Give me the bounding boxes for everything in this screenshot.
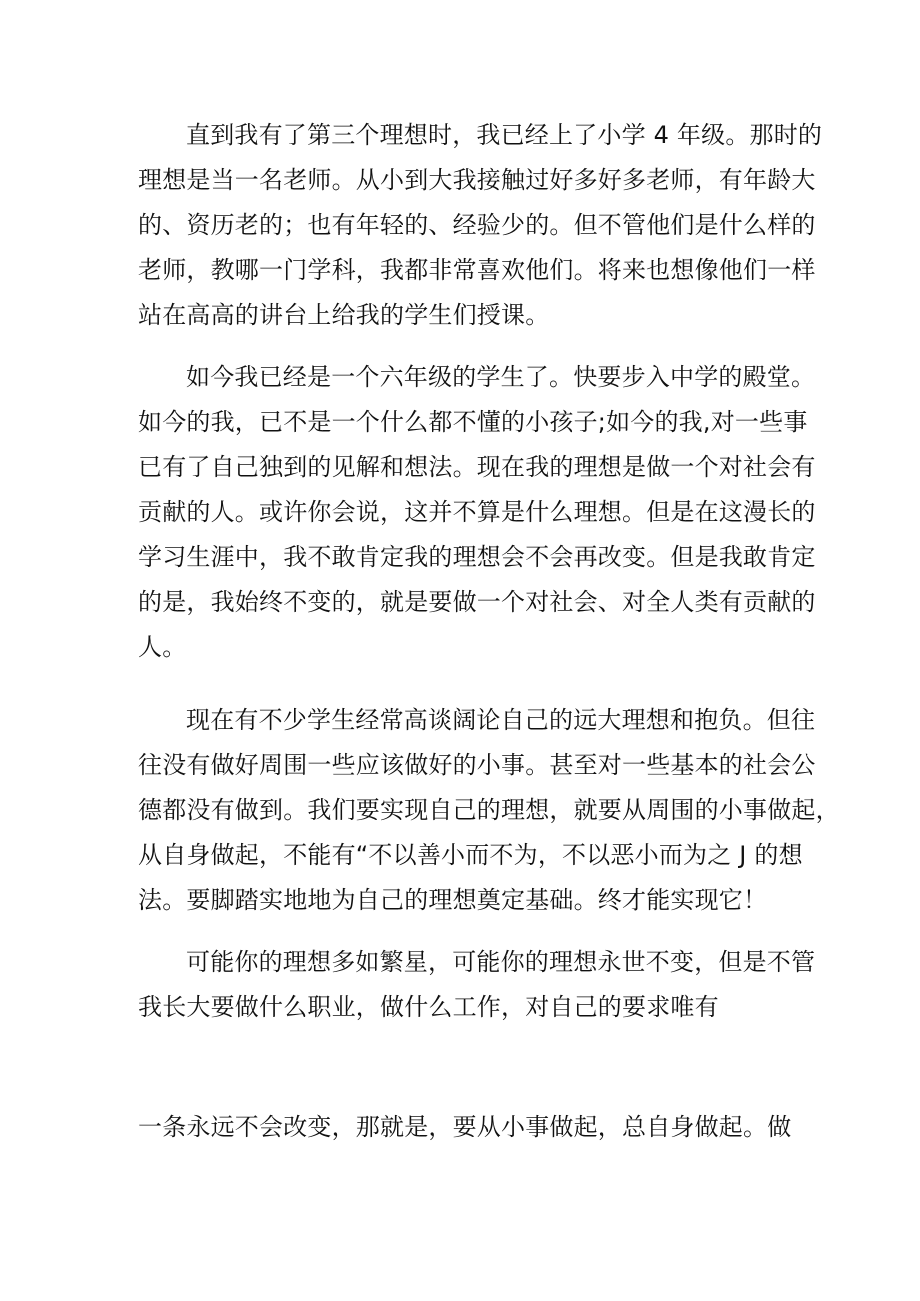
text-line: 法。要脚踏实地地为自己的理想奠定基础。终才能实现它！ xyxy=(138,886,768,914)
text-line: 德都没有做到。我们要实现自己的理想，就要从周围的小事做起， xyxy=(138,796,840,824)
text-line: 往没有做好周围一些应该做好的小事。甚至对一些基本的社会公 xyxy=(138,751,816,779)
text-line: 现在有不少学生经常高谈阔论自己的远大理想和抱负。但往 xyxy=(186,706,816,734)
paragraph-4 xyxy=(138,940,816,1030)
text-line: 一条永远不会改变，那就是，要从小事做起，总自身做起。做 xyxy=(138,1113,792,1141)
text-line: 可能你的理想多如繁星，可能你的理想永世不变，但是不管 xyxy=(186,948,816,976)
paragraph-5 xyxy=(138,1105,798,1150)
text-line: 我长大要做什么职业，做什么工作，对自己的要求唯有 xyxy=(138,993,719,1021)
text-line: 的是，我始终不变的，就是要做一个对社会、对全人类有贡献的 xyxy=(138,588,816,616)
text-line: 从自身做起，不能有“不以善小而不为，不以恶小而为之 J 的想 xyxy=(138,841,803,869)
paragraph-3 xyxy=(138,698,840,923)
text-line: 人。 xyxy=(138,633,187,661)
text-line: 如今的我，已不是一个什么都不懂的小孩子;如今的我,对一些事 xyxy=(138,408,808,436)
text-line: 站在高高的讲台上给我的学生们授课。 xyxy=(138,301,550,329)
text-line: 已有了自己独到的见解和想法。现在我的理想是做一个对社会有 xyxy=(138,453,816,481)
text-line: 贡献的人。或许你会说，这并不算是什么理想。但是在这漫长的 xyxy=(138,498,816,526)
text-line: 学习生涯中，我不敢肯定我的理想会不会再改变。但是我敢肯定 xyxy=(138,543,816,571)
text-line: 如今我已经是一个六年级的学生了。快要步入中学的殿堂。 xyxy=(186,363,816,391)
paragraph-1 xyxy=(138,113,823,338)
text-line: 理想是当一名老师。从小到大我接触过好多好多老师，有年龄大 xyxy=(138,166,816,194)
paragraph-2 xyxy=(138,355,816,670)
text-line: 老师，教哪一门学科，我都非常喜欢他们。将来也想像他们一样 xyxy=(138,256,816,284)
text-line: 的、资历老的；也有年轻的、经验少的。但不管他们是什么样的 xyxy=(138,211,816,239)
text-line: 直到我有了第三个理想时，我已经上了小学 4 年级。那时的 xyxy=(186,121,823,149)
